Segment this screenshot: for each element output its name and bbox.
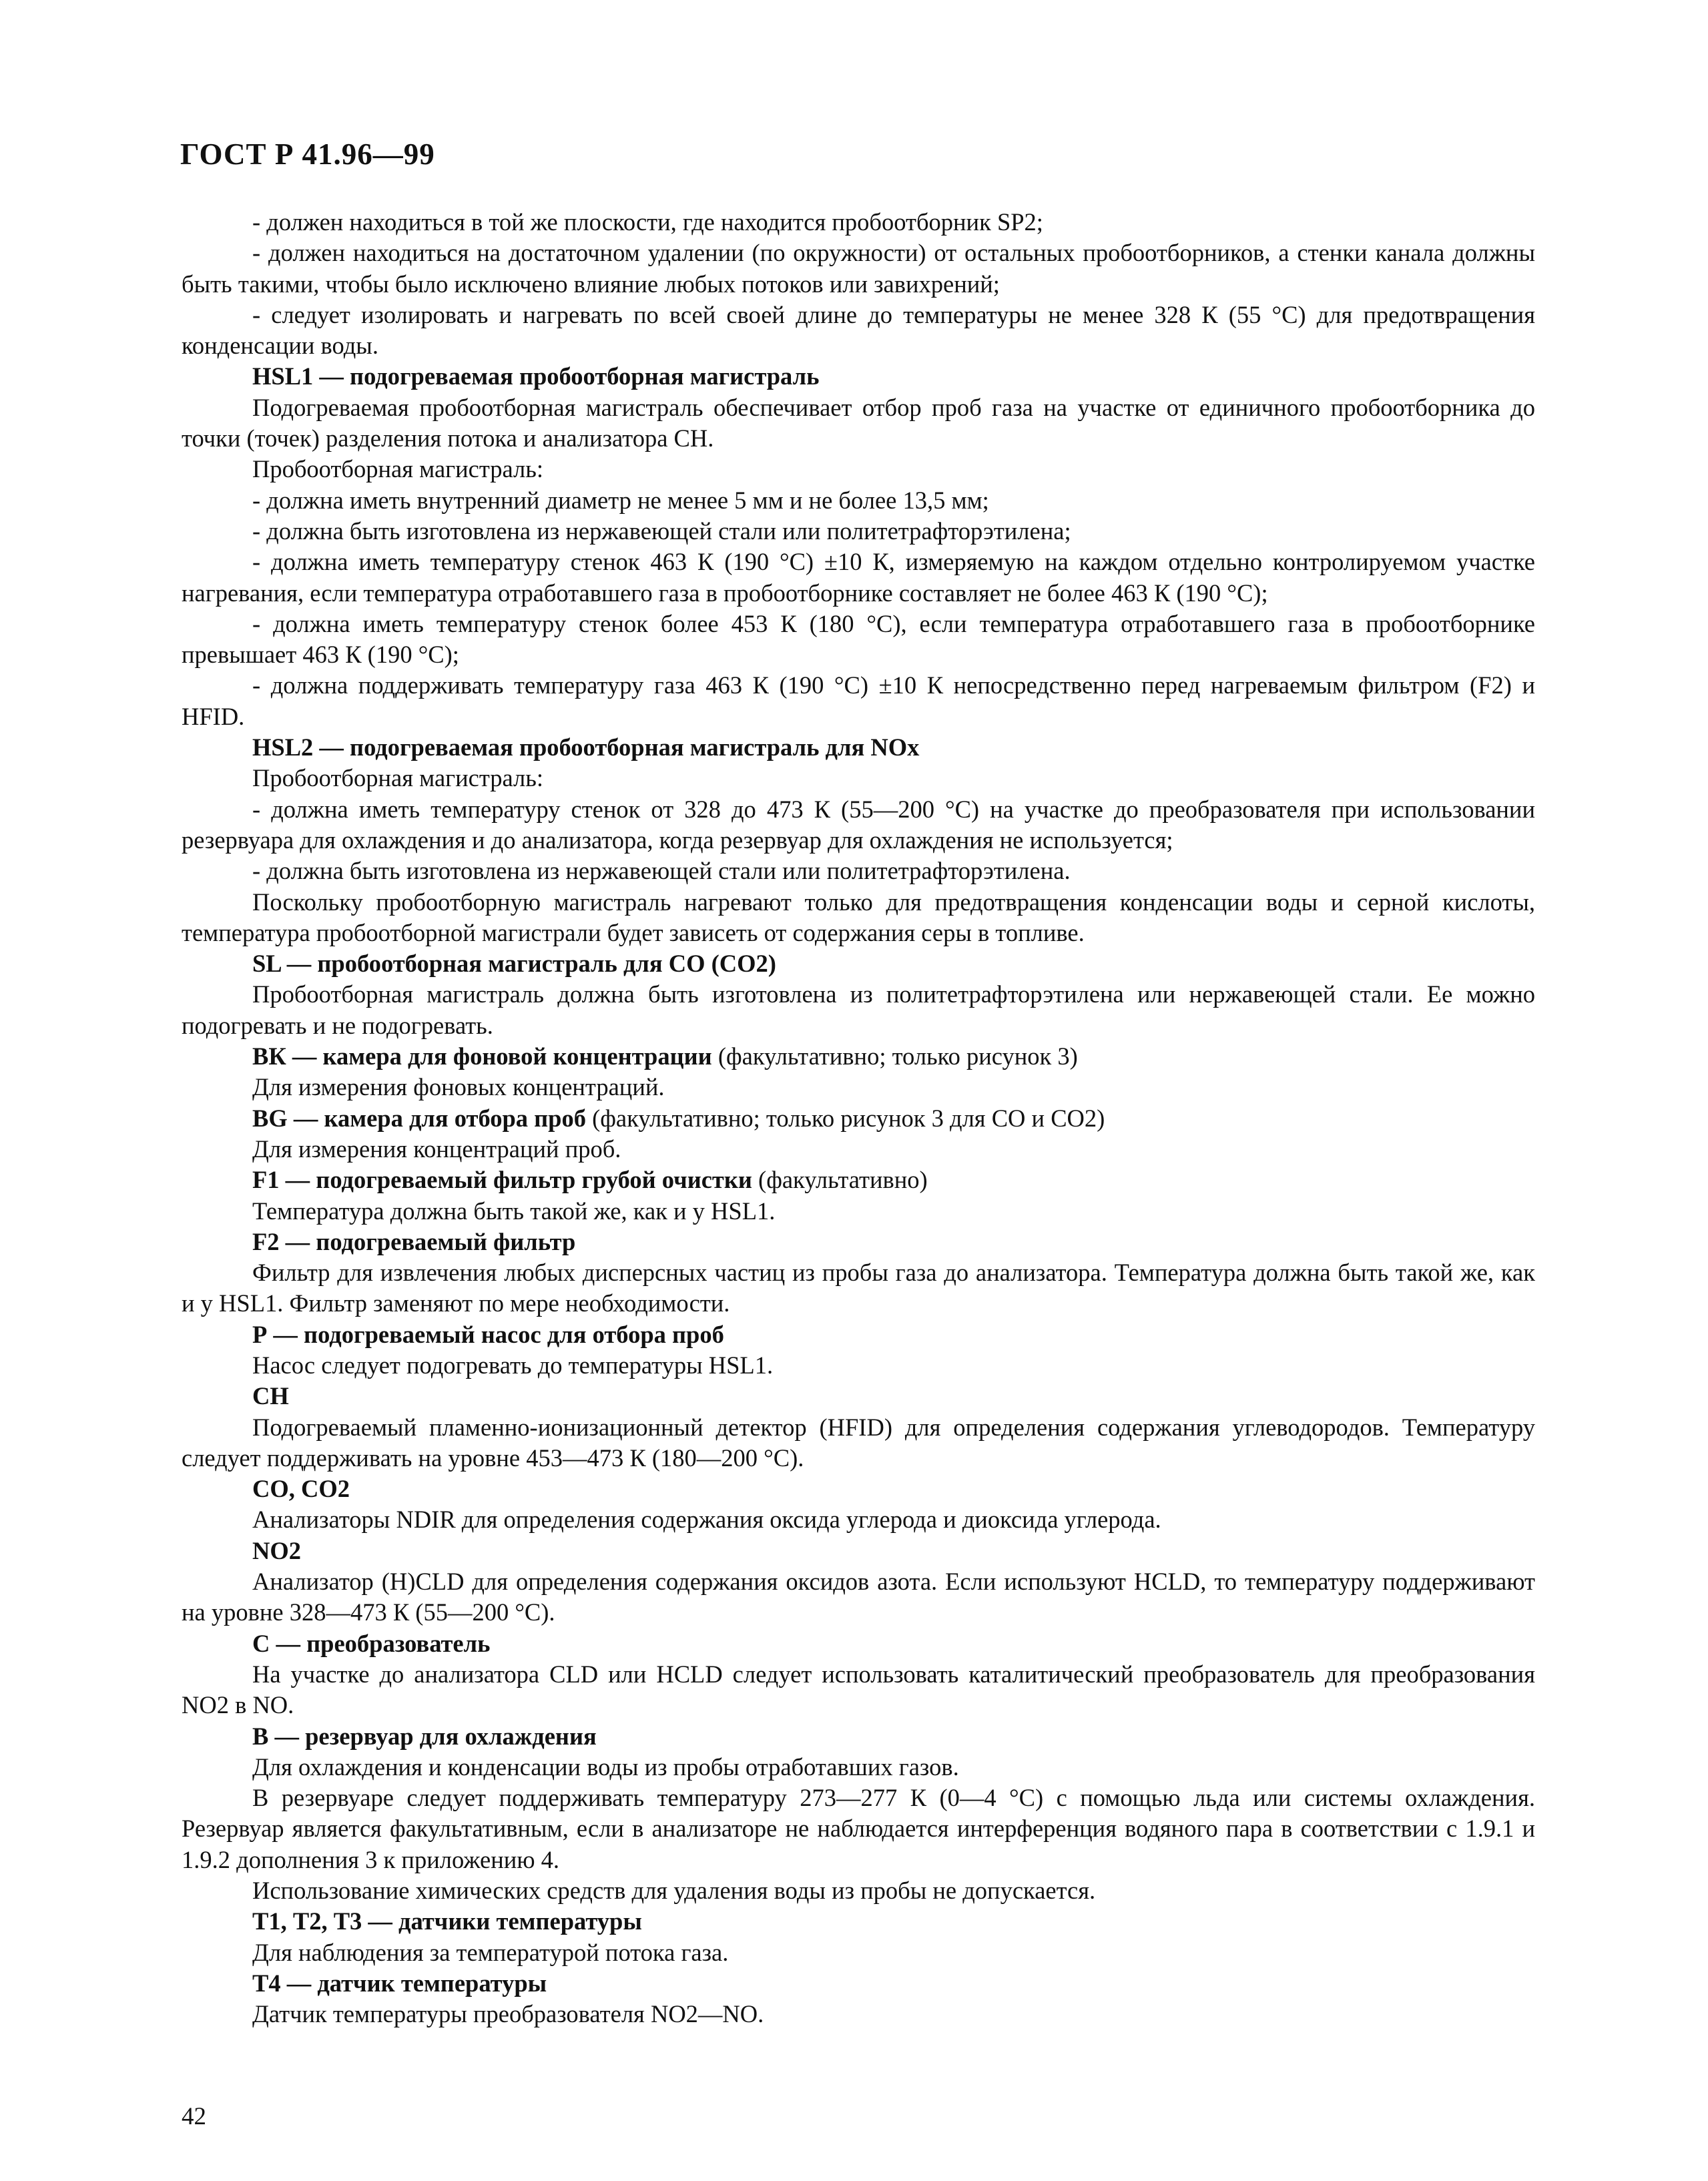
heading-note: (факультативно; только рисунок 3) bbox=[711, 1042, 1078, 1070]
heading-title: BG — камера для отбора проб bbox=[252, 1104, 586, 1132]
section-heading: С — преобразователь bbox=[252, 1629, 491, 1657]
paragraph: Датчик температуры преобразователя NO2—NO. bbox=[252, 2000, 764, 2028]
section-heading: HSL2 — подогреваемая пробоотборная магистраль для NOx bbox=[252, 733, 920, 761]
section-heading bbox=[182, 1041, 1535, 1072]
paragraph: Анализатор (H)CLD для определения содержания оксидов азота. Если используют HCLD, то температуру поддерживают на уровне 328—473 К (55—200 °С). bbox=[182, 1568, 1535, 1626]
document-body bbox=[182, 207, 1535, 2030]
paragraph: - должна иметь внутренний диаметр не менее 5 мм и не более 13,5 мм; bbox=[252, 486, 989, 514]
section-heading: HSL1 — подогреваемая пробоотборная магистраль bbox=[252, 362, 820, 390]
paragraph: Для наблюдения за температурой потока газа. bbox=[252, 1938, 729, 1966]
page-number: 42 bbox=[182, 2103, 206, 2130]
section-heading bbox=[182, 1103, 1535, 1134]
section-heading: СО, СО2 bbox=[252, 1475, 350, 1503]
document-header: ГОСТ Р 41.96—99 bbox=[180, 137, 435, 171]
heading-note: (факультативно) bbox=[752, 1166, 928, 1194]
paragraph: - должна быть изготовлена из нержавеющей стали или политетрафторэтилена; bbox=[252, 517, 1071, 545]
paragraph: - должна иметь температуру стенок более 453 К (180 °С), если температура отработавшего газа в пробоотборнике превышает 463 К (190 °С); bbox=[182, 609, 1535, 669]
heading-note: (факультативно; только рисунок 3 для СО и СО2) bbox=[586, 1104, 1105, 1132]
paragraph: - должен находиться в той же плоскости, где находится пробоотборник SP2; bbox=[252, 208, 1043, 236]
paragraph: - должна иметь температуру стенок 463 К (190 °С) ±10 К, измеряемую на каждом отдельно контролируемом участке нагревания, если температура отработавшего газа в пробоотборнике составляет не более 463 К (190 °С); bbox=[182, 548, 1535, 607]
heading-title: F1 — подогреваемый фильтр грубой очистки bbox=[252, 1166, 752, 1194]
section-heading: СН bbox=[252, 1382, 289, 1410]
paragraph: - должна поддерживать температуру газа 463 К (190 °С) ±10 К непосредственно перед нагреваемым фильтром (F2) и HFID. bbox=[182, 671, 1535, 730]
paragraph: Для охлаждения и конденсации воды из пробы отработавших газов. bbox=[252, 1753, 959, 1781]
paragraph: - должен находиться на достаточном удалении (по окружности) от остальных пробоотборников, а стенки канала должны быть такими, чтобы было исключено влияние любых потоков или завихрений; bbox=[182, 239, 1535, 298]
section-heading: SL — пробоотборная магистраль для СО (СО2) bbox=[252, 950, 776, 978]
paragraph: Пробоотборная магистраль: bbox=[252, 764, 544, 792]
paragraph: - следует изолировать и нагревать по всей своей длине до температуры не менее 328 К (55 °С) для предотвращения конденсации воды. bbox=[182, 300, 1535, 360]
section-heading: NO2 bbox=[252, 1536, 301, 1564]
paragraph: Поскольку пробоотборную магистраль нагревают только для предотвращения конденсации воды и серной кислоты, температура пробоотборной магистрали будет зависеть от содержания серы в топливе. bbox=[182, 888, 1535, 946]
paragraph: Температура должна быть такой же, как и у HSL1. bbox=[252, 1197, 776, 1225]
paragraph: Подогреваемый пламенно-ионизационный детектор (HFID) для определения содержания углеводородов. Температуру следует поддерживать на уровне 453—473 К (180—200 °С). bbox=[182, 1413, 1535, 1472]
section-heading: Р — подогреваемый насос для отбора проб bbox=[252, 1320, 724, 1348]
paragraph: На участке до анализатора CLD или HCLD следует использовать каталитический преобразователь для преобразования NO2 в NO. bbox=[182, 1660, 1535, 1719]
section-heading: Т1, Т2, Т3 — датчики температуры bbox=[252, 1907, 642, 1935]
section-heading: F2 — подогреваемый фильтр bbox=[252, 1227, 576, 1255]
paragraph: Для измерения фоновых концентраций. bbox=[252, 1073, 665, 1101]
paragraph: Насос следует подогревать до температуры HSL1. bbox=[252, 1351, 774, 1379]
section-heading: Т4 — датчик температуры bbox=[252, 1969, 547, 1997]
section-heading: В — резервуар для охлаждения bbox=[252, 1722, 597, 1750]
paragraph: Для измерения концентраций проб. bbox=[252, 1135, 621, 1163]
heading-title: ВК — камера для фоновой концентрации bbox=[252, 1042, 712, 1070]
paragraph: Использование химических средств для удаления воды из пробы не допускается. bbox=[252, 1877, 1096, 1905]
section-heading bbox=[182, 1165, 1535, 1195]
paragraph: - должна быть изготовлена из нержавеющей стали или политетрафторэтилена. bbox=[252, 857, 1071, 885]
paragraph: Фильтр для извлечения любых дисперсных частиц из пробы газа до анализатора. Температура должна быть такой же, как и у HSL1. Фильтр заменяют по мере необходимости. bbox=[182, 1259, 1535, 1317]
paragraph: В резервуаре следует поддерживать температуру 273—277 К (0—4 °С) с помощью льда или системы охлаждения. Резервуар является факультативным, если в анализаторе не наблюдается интерференция водяного пара в соответствии с 1.9.1 и 1.9.2 дополнения 3 к приложению 4. bbox=[182, 1784, 1535, 1873]
paragraph: Анализаторы NDIR для определения содержания оксида углерода и диоксида углерода. bbox=[252, 1506, 1161, 1534]
paragraph: Пробоотборная магистраль должна быть изготовлена из политетрафторэтилена или нержавеющей стали. Ее можно подогревать и не подогревать. bbox=[182, 980, 1535, 1039]
paragraph: Подогреваемая пробоотборная магистраль обеспечивает отбор проб газа на участке от единичного пробоотборника до точки (точек) разделения потока и анализатора СН. bbox=[182, 393, 1535, 452]
paragraph: - должна иметь температуру стенок от 328 до 473 К (55—200 °С) на участке до преобразователя при использовании резервуара для охлаждения и до анализатора, когда резервуар для охлаждения не используется; bbox=[182, 795, 1535, 854]
paragraph: Пробоотборная магистраль: bbox=[252, 455, 544, 483]
